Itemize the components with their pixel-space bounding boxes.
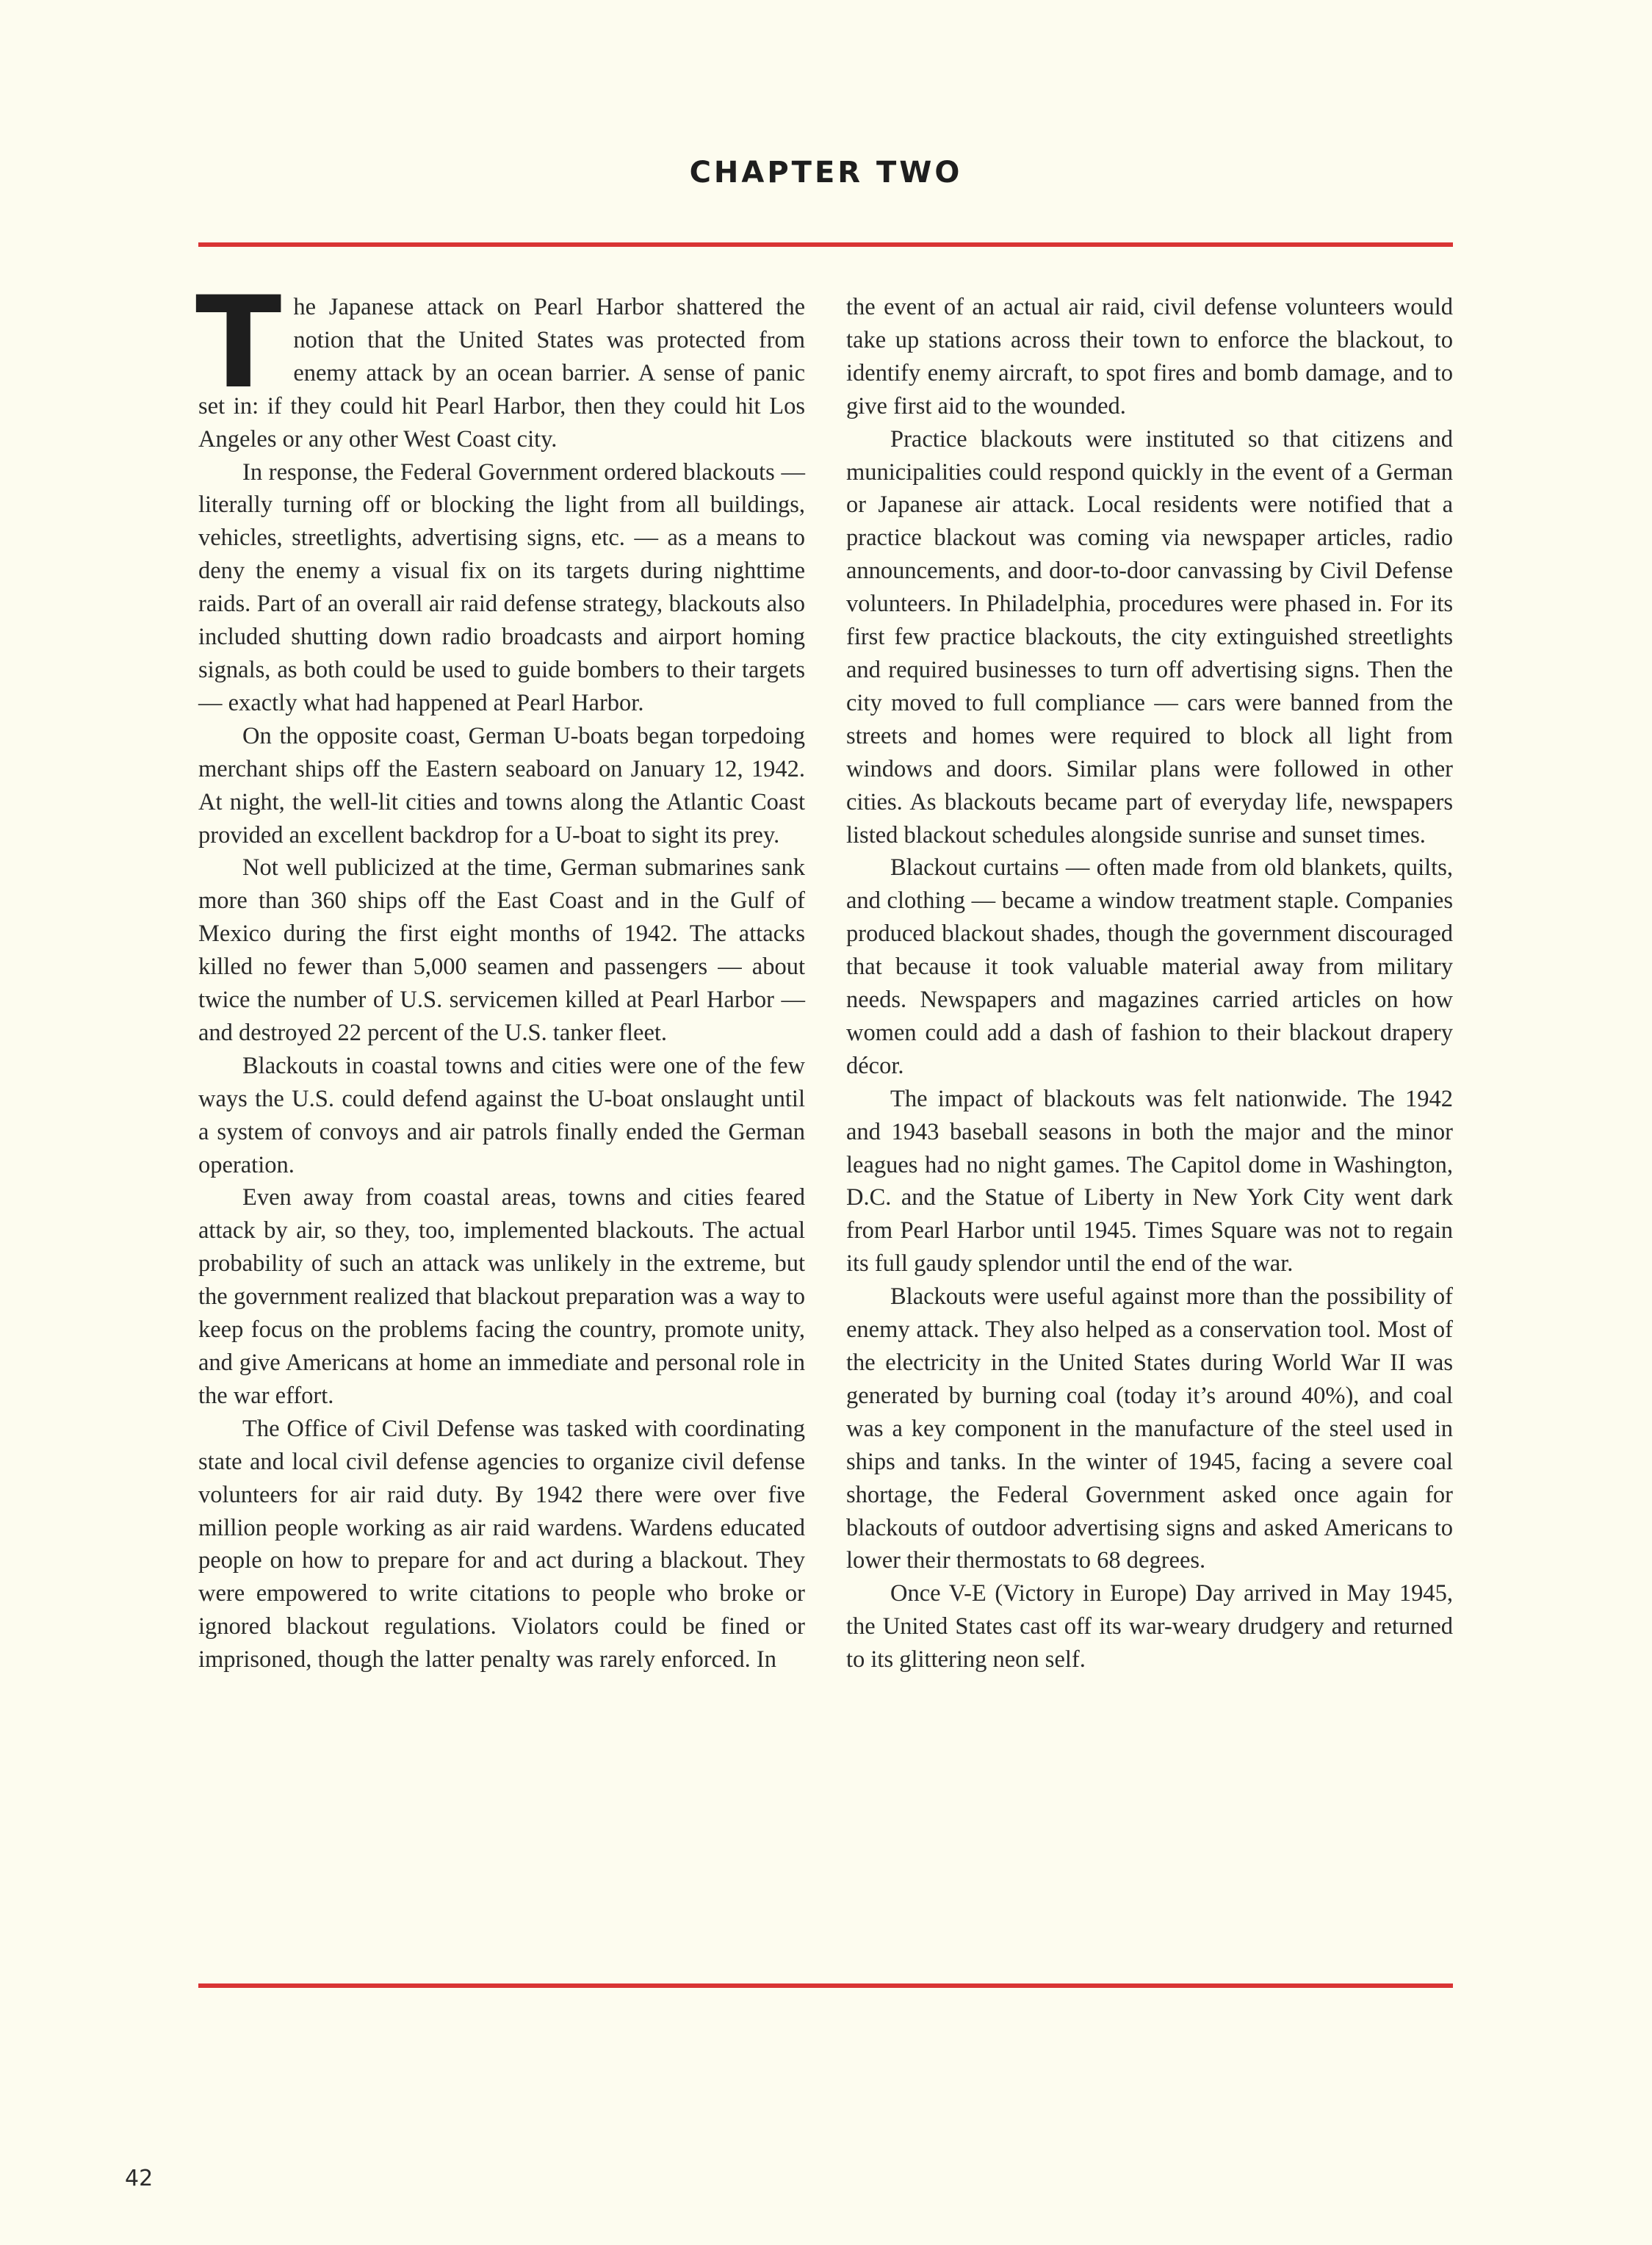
paragraph: Not well publicized at the time, German submarines sank more than 360 ships off the East Coast and in the Gulf of Mexico during the first eight months of 1942. The attacks killed no fewer than 5,000 seamen and passengers — about twice the number of U.S. servicemen killed at Pearl Harbor — and destroyed 22 percent of the U.S. tanker fleet.: [198, 854, 805, 1046]
paragraph: [195, 269, 805, 456]
paragraph: The Office of Civil Defense was tasked with coordinating state and local civil defense agencies to organize civil defense volunteers for air raid duty. By 1942 there were over five million people working as air raid wardens. Wardens educated people on how to prepare for and act during a blackout. They were empowered to write citations to people who broke or ignored blackout regulations. Violators could be fined or imprisoned, though the latter penalty was rarely enforced. In: [198, 1415, 805, 1673]
drop-cap: T: [195, 269, 282, 417]
paragraph: Blackout curtains — often made from old blankets, quilts, and clothing — became a window treatment staple. Companies produced blackout shades, though the government discouraged that because it took valuable material away from military needs. Newspapers and magazines carried articles on how women could add a dash of fashion to their blackout drapery décor.: [846, 854, 1453, 1079]
page-number: 42: [125, 2166, 154, 2191]
bottom-red-rule: [198, 1983, 1453, 1988]
chapter-title: CHAPTER TWO: [689, 156, 963, 190]
paragraph: The impact of blackouts was felt nationwide. The 1942 and 1943 baseball seasons in both the major and the minor leagues had no night games. The Capitol dome in Washington, D.C. and the Statue of Liberty in New York City went dark from Pearl Harbor until 1945. Times Square was not to regain its full gaudy splendor until the end of the war.: [846, 1085, 1453, 1278]
top-red-rule: [198, 242, 1453, 247]
paragraph: Even away from coastal areas, towns and cities feared attack by air, so they, too, implemented blackouts. The actual probability of such an attack was unlikely in the extreme, but the government realized that blackout preparation was a way to keep focus on the problems facing the country, promote unity, and give Americans at home an immediate and personal role in the war effort.: [198, 1184, 805, 1409]
left-column: [195, 269, 805, 1676]
paragraph: Blackouts were useful against more than the possibility of enemy attack. They also helped as a conservation tool. Most of the electricity in the United States during World War II was generated by burning coal (today it’s around 40%), and coal was a key component in the manufacture of the steel used in ships and tanks. In the winter of 1945, facing a severe coal shortage, the Federal Government asked once again for blackouts of outdoor advertising signs and asked Americans to lower their thermostats to 68 degrees.: [846, 1283, 1453, 1574]
paragraph: Once V-E (Victory in Europe) Day arrived in May 1945, the United States cast off its war-weary drudgery and returned to its glittering neon self.: [846, 1580, 1453, 1673]
paragraph: the event of an actual air raid, civil defense volunteers would take up stations across their town to enforce the blackout, to identify enemy aircraft, to spot fires and bomb damage, and to give first aid to the wounded.: [846, 294, 1453, 419]
paragraph: Practice blackouts were instituted so that citizens and municipalities could respond quickly in the event of a German or Japanese air attack. Local residents were notified that a practice blackout was coming via newspaper articles, radio announcements, and door-to-door canvassing by Civil Defense volunteers. In Philadelphia, procedures were phased in. For its first few practice blackouts, the city extinguished streetlights and required businesses to turn off advertising signs. Then the city moved to full compliance — cars were banned from the streets and homes were required to block all light from windows and doors. Similar plans were followed in other cities. As blackouts became part of everyday life, newspapers listed blackout schedules alongside sunrise and sunset times.: [846, 425, 1453, 848]
paragraph: On the opposite coast, German U-boats began torpedoing merchant ships off the Eastern seaboard on January 12, 1942. At night, the well-lit cities and towns along the Atlantic Coast provided an excellent backdrop for a U-boat to sight its prey.: [198, 722, 805, 848]
paragraph: In response, the Federal Government ordered blackouts — literally turning off or blocking the light from all buildings, vehicles, streetlights, advertising signs, etc. — as a means to deny the enemy a visual fix on its targets during nighttime raids. Part of an overall air raid defense strategy, blackouts also included shutting down radio broadcasts and airport homing signals, as both could be used to guide bombers to their targets — exactly what had happened at Pearl Harbor.: [198, 458, 805, 716]
paragraph: Blackouts in coastal towns and cities were one of the few ways the U.S. could defend against the U-boat onslaught until a system of convoys and air patrols finally ended the German operation.: [198, 1052, 805, 1178]
right-column: [846, 291, 1453, 1676]
paragraph-text: he Japanese attack on Pearl Harbor shattered the notion that the United States was protected from enemy attack by an ocean barrier. A sense of panic set in: if they could hit Pearl Harbor, then they could hit Los Angeles or any other West Coast city.: [198, 294, 805, 453]
body-text: [195, 269, 1453, 1951]
